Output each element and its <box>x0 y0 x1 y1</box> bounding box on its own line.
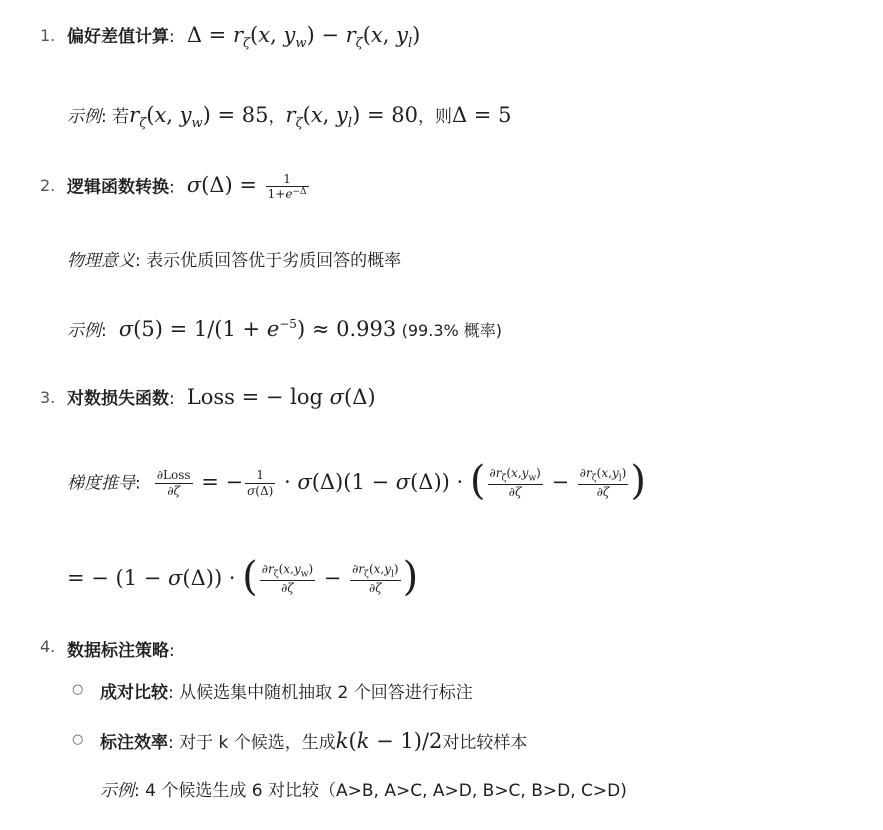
gradient-formula: $\frac{\text{∂Loss}}{\partial\zeta}$ = − $\frac{1}{\sigma(\Delta)}$ · σ(Δ)(1 − σ(Δ)) · ( $\frac{\partial r_\zeta(x,y_w)}{\partial\zeta}$ − $\frac{\partial r_\zeta(x,y_l)}{\partial\zeta}$ ) <box>156 458 646 504</box>
item-2-example: 示例: $\sigma(5) = 1/(1 + e^{-5}) \approx 0.993$ (99.3% 概率) <box>67 317 503 341</box>
item-3-gradient: 梯度推导: $\frac{\text{∂Loss}}{\partial\zeta}$ = − $\frac{1}{\sigma(\Delta)}$ · σ(Δ)(1 − σ(Δ)) · ( $\frac{\partial r_\zeta(x,y_w)}{\partial\zeta}$ − $\frac{\partial r_\zeta(x,y_l)}{\partial\zeta}$ ) <box>67 458 646 504</box>
item-3-number: 3. <box>40 388 56 407</box>
item-4-title: 数据标注策略 <box>67 641 169 661</box>
item-4-number: 4. <box>40 637 56 656</box>
loss-formula: Loss = − log σ(Δ) <box>180 385 376 409</box>
item-1-title: 偏好差值计算 <box>67 27 169 47</box>
delta-formula: $\Delta = r_\zeta(x$, $y_w) - r_\zeta(x$, $y_l$) <box>180 23 421 51</box>
bullet-circle-icon: ○ <box>72 732 84 747</box>
item-2-number: 2. <box>40 176 56 195</box>
item-2-meaning: 物理意义: 表示优质回答优于劣质回答的概率 <box>67 251 402 271</box>
bullet-efficiency-example: 示例: 4 个候选生成 6 对比较（A>B, A>C, A>D, B>C, B>D, C>D) <box>100 781 627 801</box>
item-3-gradient-simplified: = − (1 − σ(Δ)) · ( $\frac{\partial r_\zeta(x,y_w)}{\partial\zeta}$ − $\frac{\partial r_\zeta(x,y_l)}{\partial\zeta}$ ) <box>67 554 419 600</box>
sigma-formula: σ(Δ) = $\frac{1}{1+e^{-\Delta}}$ <box>186 172 307 202</box>
item-1-example: 示例: 若$r_\zeta(x$, $y_w) = 85$，$r_\zeta(x$, $y_l) = 80$，则Δ = 5 <box>67 103 512 131</box>
item-3-title: 对数损失函数 <box>67 389 169 409</box>
bullet-circle-icon: ○ <box>72 682 84 697</box>
item-2-title: 逻辑函数转换 <box>67 177 169 198</box>
item-1-number: 1. <box>40 26 56 45</box>
